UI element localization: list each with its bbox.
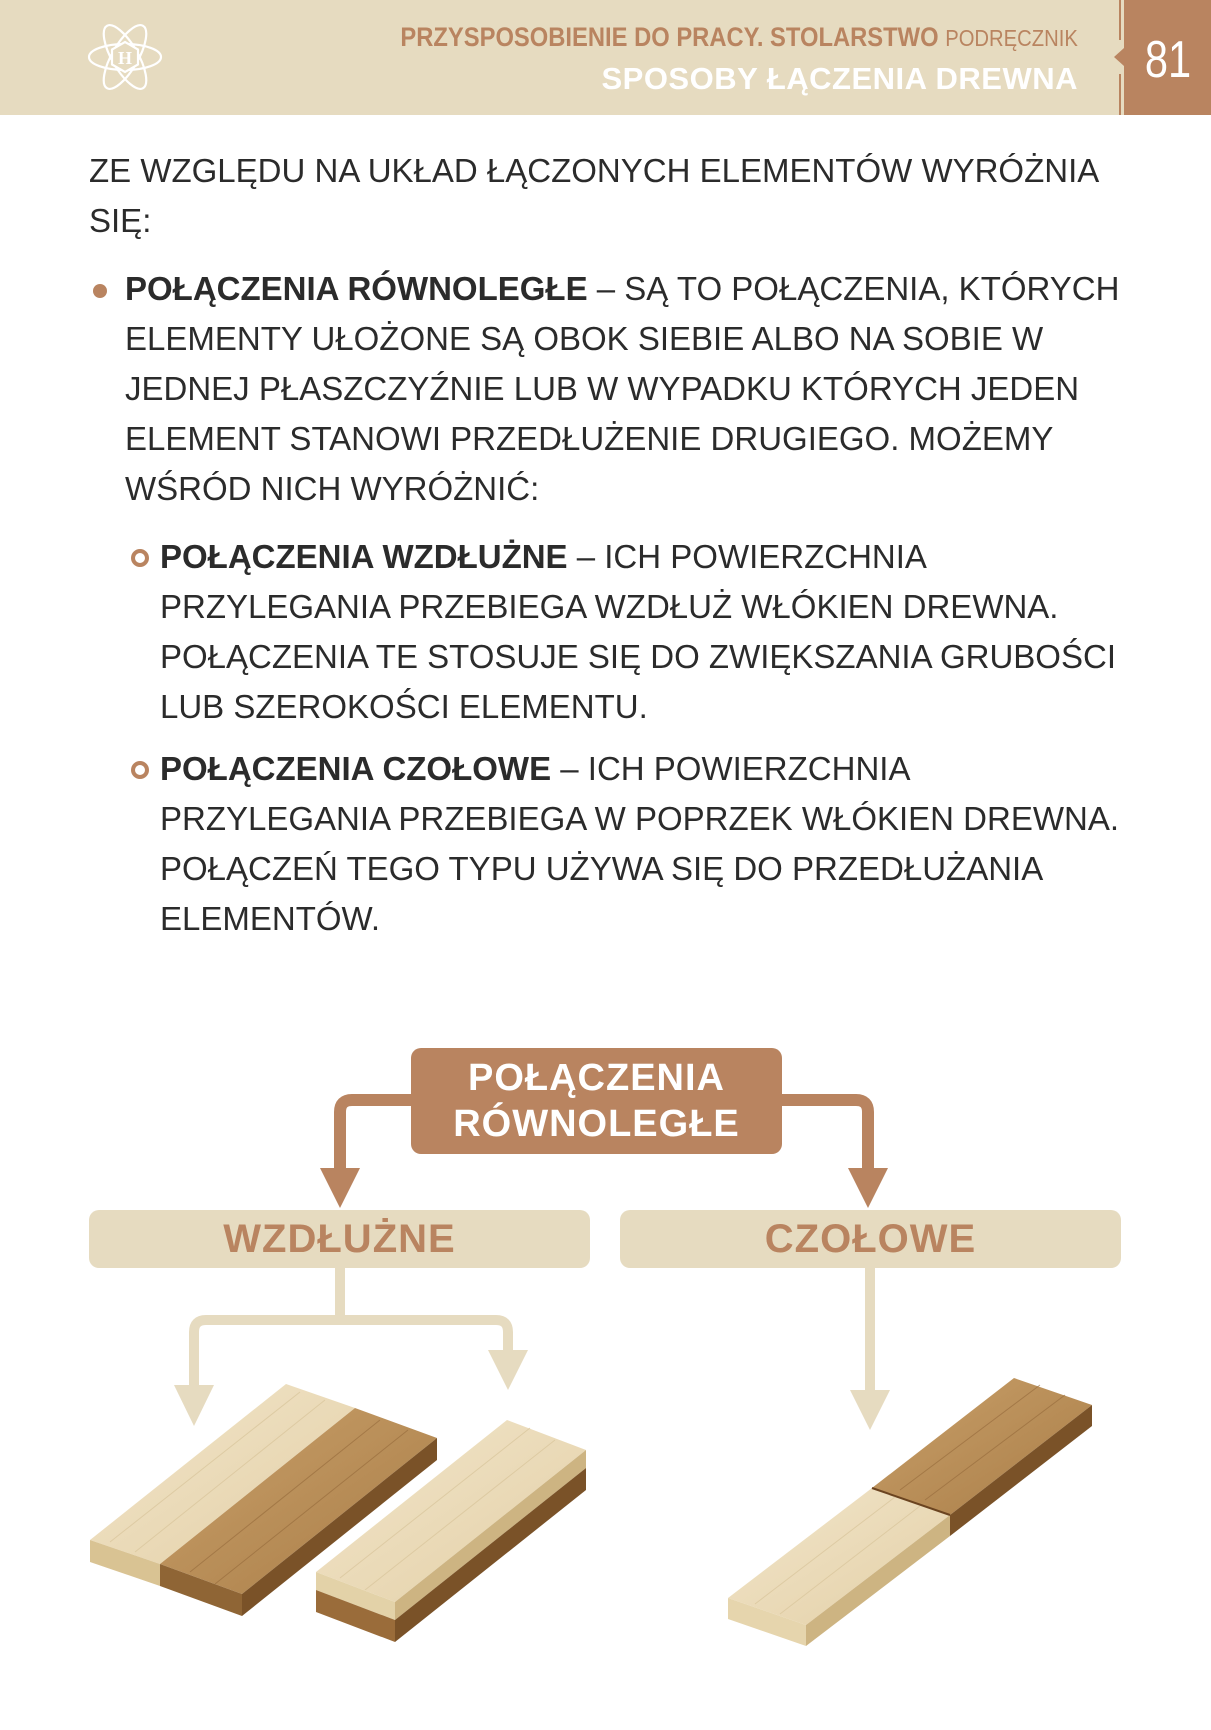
bullet-ring-icon bbox=[131, 761, 149, 779]
header-subject-line bbox=[400, 22, 1078, 53]
arrow-down-icon bbox=[174, 1385, 214, 1426]
logo-atom-icon bbox=[86, 22, 164, 92]
bullet-text: – SĄ TO POŁĄCZENIA, KTÓRYCH ELEMENTY UŁOŻONE SĄ OBOK SIEBIE ALBO NA SOBIE W JEDNEJ PŁASZCZYŹNIE LUB W WYPADKU KTÓRYCH JEDEN ELEMENT STANOWI PRZEDŁUŻENIE DRUGIEGO. MOŻEMY WŚRÓD NICH WYRÓŻNIĆ: bbox=[125, 270, 1120, 507]
sub-bullet-longitudinal bbox=[89, 532, 1129, 732]
bullet-dot-icon bbox=[93, 284, 107, 298]
page-number: 81 bbox=[1144, 31, 1192, 89]
category-butt-box: CZOŁOWE bbox=[620, 1210, 1121, 1268]
sub-arrows bbox=[194, 1268, 870, 1392]
board-butt-joint bbox=[728, 1378, 1092, 1646]
sub-bullet-term: POŁĄCZENIA WZDŁUŻNE bbox=[160, 538, 568, 575]
sub-bullet-text: – ICH POWIERZCHNIA PRZYLEGANIA PRZEBIEGA WZDŁUŻ WŁÓKIEN DREWNA. POŁĄCZENIA TE STOSUJE SIĘ DO ZWIĘKSZANIA GRUBOŚCI LUB SZEROKOŚCI ELEMENTU. bbox=[160, 538, 1116, 725]
arrow-down-icon bbox=[488, 1350, 528, 1390]
header-subject: PRZYSPOSOBIENIE DO PRACY. STOLARSTWO bbox=[400, 22, 939, 52]
main-content bbox=[89, 146, 1129, 944]
sub-bullet-text: – ICH POWIERZCHNIA PRZYLEGANIA PRZEBIEGA W POPRZEK WŁÓKIEN DREWNA. POŁĄCZEŃ TEGO TYPU UŻYWA SIĘ DO PRZEDŁUŻANIA ELEMENTÓW. bbox=[160, 750, 1120, 937]
arrow-down-right-icon bbox=[848, 1168, 888, 1208]
bullet-parallel-joints bbox=[89, 264, 1129, 514]
bullet-ring-icon bbox=[131, 549, 149, 567]
joint-types-diagram bbox=[0, 1000, 1211, 1730]
root-label-line2: RÓWNOLEGŁE bbox=[453, 1103, 740, 1145]
header-chapter: SPOSOBY ŁĄCZENIA DREWNA bbox=[601, 61, 1078, 96]
intro-paragraph: ZE WZGLĘDU NA UKŁAD ŁĄCZONYCH ELEMENTÓW WYRÓŻNIA SIĘ: bbox=[89, 152, 1098, 239]
logo-letter: H bbox=[117, 48, 133, 68]
root-label-line1: POŁĄCZENIA bbox=[468, 1057, 725, 1099]
root-category-box bbox=[411, 1048, 782, 1154]
bullet-term: POŁĄCZENIA RÓWNOLEGŁE bbox=[125, 270, 588, 307]
arrow-down-left-icon bbox=[320, 1168, 360, 1208]
header-book-type: PODRĘCZNIK bbox=[945, 25, 1078, 51]
category-longitudinal-box: WZDŁUŻNE bbox=[89, 1210, 590, 1268]
header-titles bbox=[308, 22, 1078, 97]
sub-bullet-term: POŁĄCZENIA CZOŁOWE bbox=[160, 750, 552, 787]
page-header bbox=[0, 0, 1211, 115]
arrow-down-icon bbox=[850, 1390, 890, 1430]
sub-bullet-butt bbox=[89, 744, 1129, 944]
